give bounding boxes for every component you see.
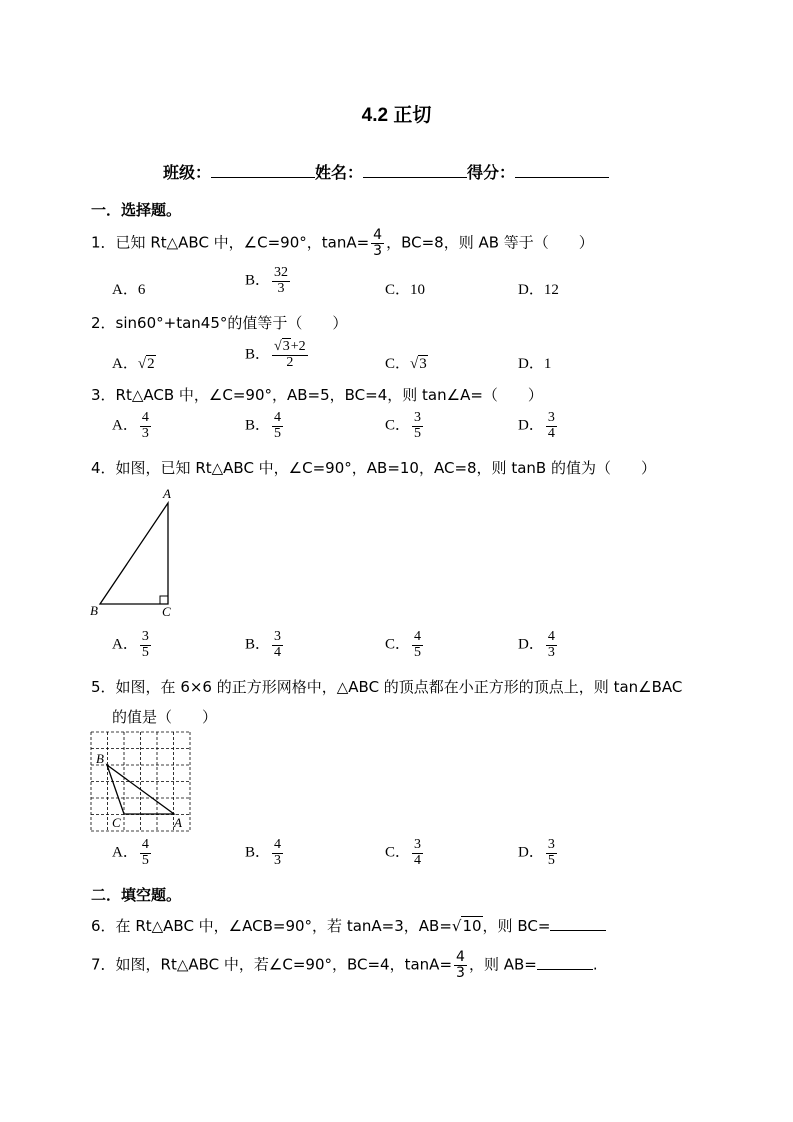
q2-option-c-label: C． bbox=[385, 356, 411, 372]
section-choice-heading: 一．选择题。 bbox=[91, 201, 182, 219]
question-3 bbox=[91, 384, 543, 405]
q2-number: 2． bbox=[91, 314, 116, 332]
q2-option-a-label: A． bbox=[112, 356, 138, 372]
q3-b-label: B． bbox=[245, 417, 271, 434]
student-info-line bbox=[163, 160, 609, 183]
q4-a-label: A． bbox=[112, 636, 138, 653]
q2-b-num-tail: +2 bbox=[290, 339, 306, 354]
q2-option-a[interactable] bbox=[112, 352, 156, 373]
q5-d-den: 5 bbox=[547, 852, 555, 868]
q4-option-a[interactable] bbox=[112, 630, 153, 660]
q3-option-d[interactable] bbox=[518, 411, 559, 441]
class-blank[interactable] bbox=[211, 161, 315, 178]
q3-c-num: 3 bbox=[414, 410, 422, 425]
section-fill-heading: 二．填空题。 bbox=[91, 886, 182, 904]
q1-b-num: 32 bbox=[274, 265, 289, 280]
q3-d-den: 4 bbox=[547, 425, 555, 441]
q4-a-den: 5 bbox=[141, 644, 149, 660]
q4-d-den: 3 bbox=[547, 644, 555, 660]
q3-c-label: C． bbox=[385, 417, 411, 434]
score-blank[interactable] bbox=[515, 161, 609, 178]
question-4 bbox=[91, 457, 656, 478]
q2-option-c[interactable]: C．√3 bbox=[385, 356, 427, 372]
q3-number: 3． bbox=[91, 386, 116, 404]
q3-option-a[interactable] bbox=[112, 411, 153, 441]
q1-option-c[interactable]: C．10 bbox=[385, 282, 426, 298]
q4-d-num: 4 bbox=[547, 629, 555, 644]
q2-option-b[interactable] bbox=[245, 340, 310, 370]
q1-frac-den: 3 bbox=[373, 242, 383, 259]
q5-number: 5． bbox=[91, 678, 116, 696]
q5-b-num: 4 bbox=[274, 837, 282, 852]
q4-label-a: A bbox=[163, 486, 171, 501]
q4-triangle bbox=[100, 503, 168, 604]
q3-a-den: 3 bbox=[141, 425, 149, 441]
q3-stem: Rt△ACB 中，∠C=90°，AB=5，BC=4，则 tan∠A=（ ） bbox=[115, 386, 543, 404]
q1-stem-post: ，BC=8，则 AB 等于（ ） bbox=[386, 233, 594, 252]
q7-stem-pre: 如图，Rt△ABC 中，若∠C=90°，BC=4，tanA= bbox=[115, 955, 453, 974]
q4-option-c[interactable] bbox=[385, 630, 425, 660]
q4-c-den: 5 bbox=[414, 644, 422, 660]
q5-stem-1: 如图，在 6×6 的正方形网格中，△ABC 的顶点都在小正方形的顶点上，则 tan∠BAC bbox=[115, 678, 683, 696]
q1-option-b[interactable] bbox=[245, 266, 292, 296]
q3-b-den: 5 bbox=[274, 425, 282, 441]
q1-option-a[interactable]: A．6 bbox=[112, 282, 146, 298]
q7-end: . bbox=[592, 955, 598, 974]
q5-label-a: A bbox=[174, 815, 182, 830]
name-label: 姓名： bbox=[315, 163, 364, 182]
q1-frac-num: 4 bbox=[373, 227, 383, 243]
q1-fraction bbox=[371, 228, 384, 258]
q7-stem-post: ，则 AB= bbox=[468, 955, 537, 974]
sqrt-symbol: √10 bbox=[451, 917, 482, 935]
q3-c-den: 5 bbox=[414, 425, 422, 441]
q3-d-num: 3 bbox=[547, 410, 555, 425]
q4-c-num: 4 bbox=[414, 629, 422, 644]
q3-option-c[interactable] bbox=[385, 411, 425, 441]
q2-b-den: 2 bbox=[286, 354, 294, 370]
sqrt-symbol: √2 bbox=[137, 356, 155, 372]
q2-b-radicand: 3 bbox=[282, 339, 290, 354]
q3-a-num: 4 bbox=[141, 410, 149, 425]
q7-number: 7． bbox=[91, 955, 116, 974]
q7-fraction bbox=[454, 950, 467, 980]
q5-c-label: C． bbox=[385, 844, 411, 861]
question-6 bbox=[91, 915, 606, 936]
q5-a-den: 5 bbox=[141, 852, 149, 868]
q7-frac-num: 4 bbox=[456, 949, 465, 965]
q3-b-num: 4 bbox=[274, 410, 282, 425]
q2-stem: sin60°+tan45°的值等于（ ） bbox=[115, 314, 348, 332]
q4-b-label: B． bbox=[245, 636, 271, 653]
q6-radicand: 10 bbox=[462, 917, 482, 935]
q6-number: 6． bbox=[91, 917, 116, 935]
q5-grid-figure bbox=[88, 730, 194, 834]
q4-option-b[interactable] bbox=[245, 630, 285, 660]
q5-a-label: A． bbox=[112, 844, 138, 861]
q4-b-den: 4 bbox=[274, 644, 282, 660]
q1-stem-pre: 已知 Rt△ABC 中，∠C=90°，tanA= bbox=[115, 233, 370, 252]
q5-option-d[interactable] bbox=[518, 838, 559, 868]
q1-option-b-label: B． bbox=[245, 272, 271, 289]
q7-answer-blank[interactable] bbox=[537, 955, 593, 970]
q3-option-b[interactable] bbox=[245, 411, 285, 441]
q2-option-b-label: B． bbox=[245, 346, 271, 363]
q4-b-num: 3 bbox=[274, 629, 282, 644]
question-7 bbox=[91, 950, 598, 980]
q4-stem: 如图，已知 Rt△ABC 中，∠C=90°，AB=10，AC=8，则 tanB 的值为（ ） bbox=[115, 459, 656, 477]
q6-stem-pre: 在 Rt△ABC 中，∠ACB=90°，若 tanA=3，AB= bbox=[115, 917, 452, 935]
q1-b-den: 3 bbox=[277, 280, 285, 296]
class-label: 班级： bbox=[163, 163, 212, 182]
right-angle-mark bbox=[160, 596, 168, 604]
q5-d-num: 3 bbox=[547, 837, 555, 852]
q3-a-label: A． bbox=[112, 417, 138, 434]
q6-answer-blank[interactable] bbox=[550, 916, 606, 931]
q5-option-b[interactable] bbox=[245, 838, 285, 868]
q5-label-c: C bbox=[112, 815, 121, 830]
q2-c-radicand: 3 bbox=[419, 356, 427, 372]
q5-a-num: 4 bbox=[141, 837, 149, 852]
q4-label-b: B bbox=[90, 603, 98, 618]
question-5-line-2: 的值是（ ） bbox=[112, 708, 218, 726]
q5-label-b: B bbox=[96, 751, 104, 766]
q7-frac-den: 3 bbox=[456, 964, 465, 981]
q4-d-label: D． bbox=[518, 636, 544, 653]
q5-b-den: 3 bbox=[274, 852, 282, 868]
q4-triangle-figure bbox=[86, 485, 186, 620]
q4-c-label: C． bbox=[385, 636, 411, 653]
question-5-line-1 bbox=[91, 676, 682, 697]
q1-option-d[interactable]: D．12 bbox=[518, 282, 559, 298]
q2-a-radicand: 2 bbox=[147, 356, 155, 372]
q2-option-d[interactable]: D．1 bbox=[518, 356, 552, 372]
q5-b-label: B． bbox=[245, 844, 271, 861]
question-2 bbox=[91, 312, 347, 333]
q4-number: 4． bbox=[91, 459, 116, 477]
page-title: 4.2 正切 bbox=[361, 105, 432, 126]
q5-d-label: D． bbox=[518, 844, 544, 861]
q1-number: 1． bbox=[91, 233, 116, 252]
q5-c-den: 4 bbox=[414, 852, 422, 868]
name-blank[interactable] bbox=[363, 161, 467, 178]
q5-c-num: 3 bbox=[414, 837, 422, 852]
score-label: 得分： bbox=[467, 163, 516, 182]
q2-b-num: √3+2 bbox=[274, 339, 306, 354]
q5-option-a[interactable] bbox=[112, 838, 153, 868]
q4-option-d[interactable] bbox=[518, 630, 559, 660]
q3-d-label: D． bbox=[518, 417, 544, 434]
q4-a-num: 3 bbox=[141, 629, 149, 644]
question-1 bbox=[91, 228, 594, 258]
q6-stem-post: ，则 BC= bbox=[482, 917, 551, 935]
q5-option-c[interactable] bbox=[385, 838, 425, 868]
q4-label-c: C bbox=[162, 604, 171, 619]
